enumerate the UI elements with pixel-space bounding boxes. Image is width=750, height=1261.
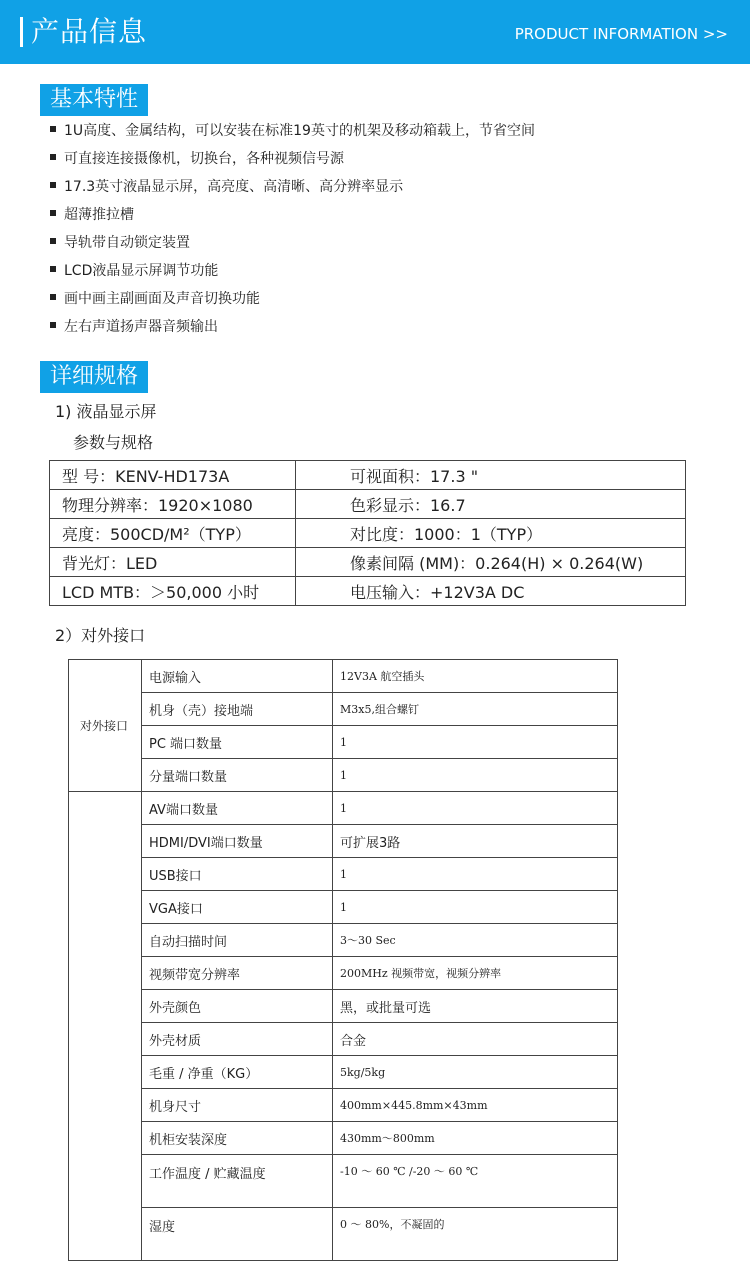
spec-cell: 电压输入：+12V3A DC — [296, 577, 686, 606]
spec-cell: 背光灯：LED — [50, 548, 296, 577]
interface-key: 外壳材质 — [142, 1023, 333, 1056]
interface-key: 外壳颜色 — [142, 990, 333, 1023]
interface-table — [68, 659, 618, 1261]
interface-group-label: 对外接口 — [69, 660, 142, 792]
spec-cell: 像素间隔 (MM)：0.264(H) × 0.264(W) — [296, 548, 686, 577]
interfaces-label: 2）对外接口 — [55, 626, 146, 645]
table-row — [69, 1155, 618, 1208]
interface-key: 毛重 / 净重（KG） — [142, 1056, 333, 1089]
interface-value: M3x5,组合螺钉 — [333, 693, 618, 726]
table-row — [50, 577, 686, 606]
spec-cell: LCD MTB：＞50,000 小时 — [50, 577, 296, 606]
bullet-icon — [50, 294, 56, 300]
interface-key: 机柜安装深度 — [142, 1122, 333, 1155]
table-row — [69, 858, 618, 891]
table-row — [50, 490, 686, 519]
table-row — [50, 519, 686, 548]
feature-item: 17.3英寸液晶显示屏，高亮度、高清晰、高分辨率显示 — [50, 177, 403, 197]
spec-cell: 物理分辨率：1920×1080 — [50, 490, 296, 519]
header-subtitle: PRODUCT INFORMATION >> — [514, 25, 728, 43]
spec-cell: 色彩显示：16.7 — [296, 490, 686, 519]
interface-value: 200MHz 视频带宽，视频分辨率 — [333, 957, 618, 990]
interface-key: 视频带宽分辨率 — [142, 957, 333, 990]
table-row — [69, 660, 618, 693]
interface-key: VGA接口 — [142, 891, 333, 924]
interface-value: 1 — [333, 726, 618, 759]
table-row — [69, 792, 618, 825]
interface-value: 3～30 Sec — [333, 924, 618, 957]
table-row — [69, 759, 618, 792]
interface-key: 分量端口数量 — [142, 759, 333, 792]
interface-key: 工作温度 / 贮藏温度 — [142, 1155, 333, 1208]
spec-cell: 可视面积：17.3 " — [296, 461, 686, 490]
header-banner — [0, 0, 750, 64]
section-title-features: 基本特性 — [40, 84, 148, 116]
interface-value: 1 — [333, 891, 618, 924]
interface-value: 0 ～ 80%，不凝固的 — [333, 1208, 618, 1261]
table-row — [69, 1122, 618, 1155]
interface-value: 合金 — [333, 1023, 618, 1056]
interface-key: 电源输入 — [142, 660, 333, 693]
params-label: 参数与规格 — [73, 433, 154, 452]
interface-value: 黑，或批量可选 — [333, 990, 618, 1023]
interface-key: PC 端口数量 — [142, 726, 333, 759]
feature-item: LCD液晶显示屏调节功能 — [50, 261, 218, 281]
table-row — [69, 825, 618, 858]
lcd-label: 1) 液晶显示屏 — [55, 402, 157, 421]
bullet-icon — [50, 266, 56, 272]
feature-item: 导轨带自动锁定装置 — [50, 233, 190, 253]
table-row — [50, 548, 686, 577]
bullet-icon — [50, 182, 56, 188]
spec-table — [49, 460, 686, 606]
interface-value: 1 — [333, 858, 618, 891]
feature-item: 可直接连接摄像机，切换台，各种视频信号源 — [50, 149, 344, 169]
spec-cell: 对比度：1000：1（TYP） — [296, 519, 686, 548]
bullet-icon — [50, 210, 56, 216]
feature-item: 左右声道扬声器音频输出 — [50, 317, 218, 337]
feature-item: 1U高度、金属结构，可以安装在标准19英寸的机架及移动箱载上，节省空间 — [50, 121, 535, 141]
table-row — [69, 957, 618, 990]
header-accent-bar — [20, 17, 23, 47]
interface-value: 430mm～800mm — [333, 1122, 618, 1155]
interface-value: 12V3A 航空插头 — [333, 660, 618, 693]
interface-value: 5kg/5kg — [333, 1056, 618, 1089]
interface-key: HDMI/DVI端口数量 — [142, 825, 333, 858]
bullet-icon — [50, 126, 56, 132]
interface-group-empty — [69, 792, 142, 1261]
interface-key: USB接口 — [142, 858, 333, 891]
interface-value: 可扩展3路 — [333, 825, 618, 858]
table-row — [69, 1208, 618, 1261]
interface-key: AV端口数量 — [142, 792, 333, 825]
interface-key: 湿度 — [142, 1208, 333, 1261]
bullet-icon — [50, 322, 56, 328]
feature-item: 画中画主副画面及声音切换功能 — [50, 289, 260, 309]
table-row — [69, 1089, 618, 1122]
table-row — [69, 1056, 618, 1089]
spec-cell: 型 号：KENV-HD173A — [50, 461, 296, 490]
table-row — [69, 1023, 618, 1056]
bullet-icon — [50, 154, 56, 160]
section-title-specs: 详细规格 — [40, 361, 148, 393]
interface-value: 1 — [333, 792, 618, 825]
table-row — [69, 990, 618, 1023]
interface-key: 机身（壳）接地端 — [142, 693, 333, 726]
bullet-icon — [50, 238, 56, 244]
interface-key: 自动扫描时间 — [142, 924, 333, 957]
interface-value: -10 ～ 60 ℃ /-20 ～ 60 ℃ — [333, 1155, 618, 1208]
interface-value: 1 — [333, 759, 618, 792]
table-row — [69, 726, 618, 759]
table-row — [69, 891, 618, 924]
table-row — [69, 924, 618, 957]
spec-cell: 亮度：500CD/M²（TYP） — [50, 519, 296, 548]
table-row — [69, 693, 618, 726]
interface-value: 400mm×445.8mm×43mm — [333, 1089, 618, 1122]
table-row — [50, 461, 686, 490]
interface-key: 机身尺寸 — [142, 1089, 333, 1122]
feature-item: 超薄推拉槽 — [50, 205, 134, 225]
page-title: 产品信息 — [31, 15, 148, 48]
